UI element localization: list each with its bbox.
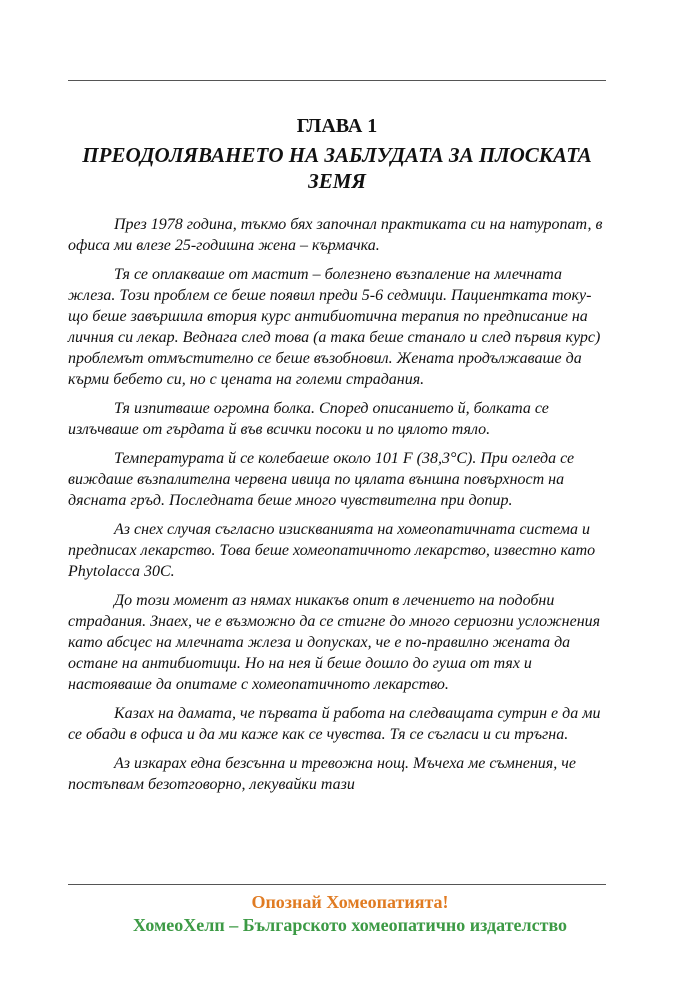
- footer-publisher: ХомеоХелп – Българското хомеопатично издателство: [132, 915, 568, 935]
- top-divider: [68, 80, 606, 81]
- paragraph: Казах на дамата, че първата й работа на следващата сутрин е да ми се обади в офиса и да ми каже как се чувства. Тя се съгласи и си тръгна.: [68, 705, 601, 743]
- paragraph: Аз снех случая съгласно изискванията на хомеопатичната система и предписах лекарство. Това беше хомеопатичното лекарство, известно като Phytolacca 30C.: [68, 521, 596, 580]
- footer-slogan: Опознай Хомеопатията!: [251, 892, 449, 912]
- paragraph: Тя изпитваше огромна болка. Според описанието й, болката се излъчваше от гърдата й във всички посоки и по цялото тяло.: [68, 400, 549, 438]
- paragraph: Температурата й се колебаеше около 101 F (38,3°C). При огледа се виждаше възпалителна червена ивица по цялата външна повърхност на дясната гръд. Последната беше много чувствителна при допир.: [68, 450, 575, 509]
- paragraph: До този момент аз нямах никакъв опит в лечението на подобни страдания. Знаех, че е възможно да се стигне до много сериозни усложнения като абсцес на млечната жлеза и допусках, че е по-правилно жената да остане на антибиотици. Но на нея й беше дошло до гуша от тях и настояваше да опитаме с хомеопатичното лекарство.: [68, 592, 601, 693]
- chapter-label: ГЛАВА 1: [296, 115, 378, 137]
- chapter-body: [68, 214, 610, 803]
- paragraph: През 1978 година, тъкмо бях започнал практиката си на натуропат, в офиса ми влезе 25-годишна жена – кърмачка.: [68, 216, 603, 254]
- chapter-title: ПРЕОДОЛЯВАНЕТО НА ЗАБЛУДАТА ЗА ПЛОСКАТА ЗЕМЯ: [82, 143, 592, 193]
- paragraph: Тя се оплакваше от мастит – болезнено възпаление на млечната жлеза. Този проблем се беше появил преди 5-6 седмици. Пациентката току-що беше завършила втория курс антибиотична терапия по предписание на личния си лекар. Веднага след това (а така беше станало и след първия курс) проблемът отмъстително се беше възобновил. Жената продължаваше да кърми бебето си, но с цената на големи страдания.: [68, 266, 601, 388]
- bottom-divider: [68, 884, 606, 885]
- paragraph: Аз изкарах една безсънна и тревожна нощ. Мъчеха ме съмнения, че постъпвам безотговорно, лекувайки тази: [68, 755, 576, 793]
